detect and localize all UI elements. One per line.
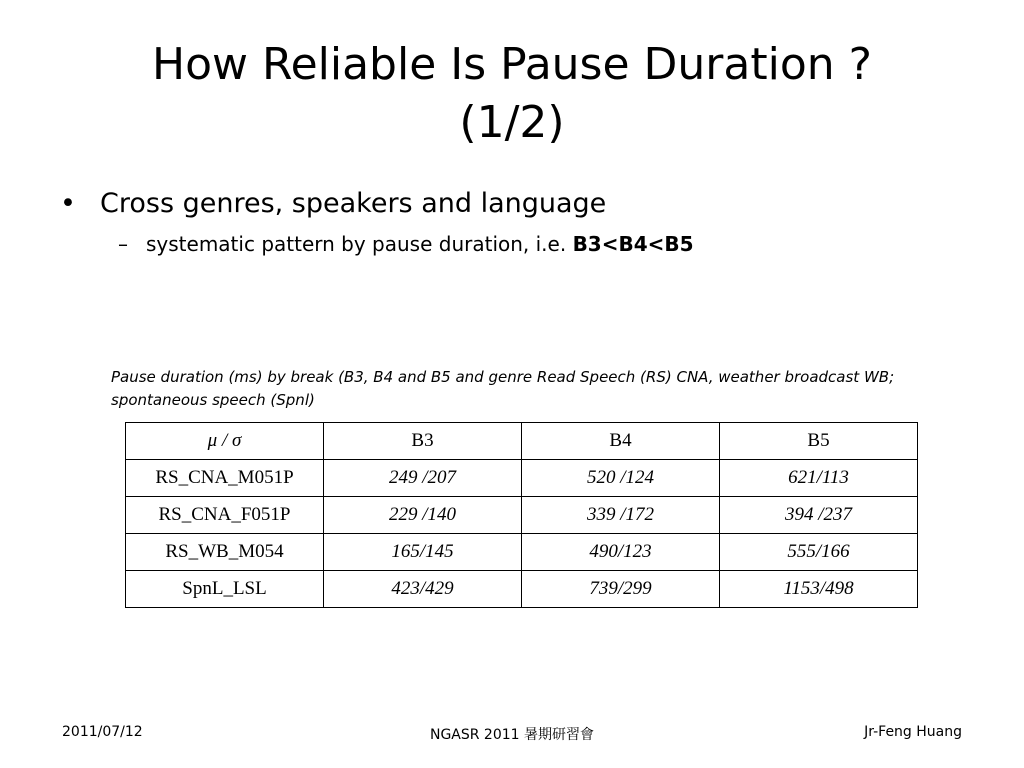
dash-icon: – <box>118 232 128 256</box>
row-label: RS_CNA_F051P <box>126 497 324 534</box>
table-cell: 739/299 <box>522 571 720 608</box>
table-cell: 520 /124 <box>522 460 720 497</box>
table-cell: 621/113 <box>720 460 918 497</box>
row-label: RS_WB_M054 <box>126 534 324 571</box>
table-cell: 339 /172 <box>522 497 720 534</box>
table-row <box>126 497 918 534</box>
table-cell: 229 /140 <box>324 497 522 534</box>
table-cell: 423/429 <box>324 571 522 608</box>
table-caption: Pause duration (ms) by break (B3, B4 and B5 and genre Read Speech (RS) CNA, weather broadcast WB; spontaneous speech (Spnl) <box>111 368 895 409</box>
footer-event: NGASR 2011 暑期研習會 <box>429 727 595 743</box>
footer-author: Jr-Feng Huang <box>864 724 962 740</box>
sub-bullet-bold: B3<B4<B5 <box>572 232 694 256</box>
footer-date: 2011/07/12 <box>62 724 143 740</box>
title-line-1: How Reliable Is Pause Duration ? <box>152 39 872 90</box>
header-cell: B3 <box>324 423 522 460</box>
pause-duration-table <box>125 422 918 608</box>
table-header-row <box>126 423 918 460</box>
table-row <box>126 460 918 497</box>
table-cell: 490/123 <box>522 534 720 571</box>
sub-bullet-text: systematic pattern by pause duration, i.e. <box>146 232 573 256</box>
table-cell: 165/145 <box>324 534 522 571</box>
bullet-level-1 <box>60 188 606 219</box>
bullet-level-2 <box>118 232 694 256</box>
row-label: RS_CNA_M051P <box>126 460 324 497</box>
title-line-2: (1/2) <box>459 97 565 148</box>
table-cell: 249 /207 <box>324 460 522 497</box>
header-cell: B5 <box>720 423 918 460</box>
bullet-text: Cross genres, speakers and language <box>100 188 607 219</box>
header-cell: μ / σ <box>126 423 324 460</box>
table-cell: 555/166 <box>720 534 918 571</box>
header-cell: B4 <box>522 423 720 460</box>
table-row <box>126 534 918 571</box>
row-label: SpnL_LSL <box>126 571 324 608</box>
table-row <box>126 571 918 608</box>
table-cell: 394 /237 <box>720 497 918 534</box>
table-cell: 1153/498 <box>720 571 918 608</box>
bullet-icon: • <box>60 188 76 219</box>
slide-title <box>0 36 1024 152</box>
